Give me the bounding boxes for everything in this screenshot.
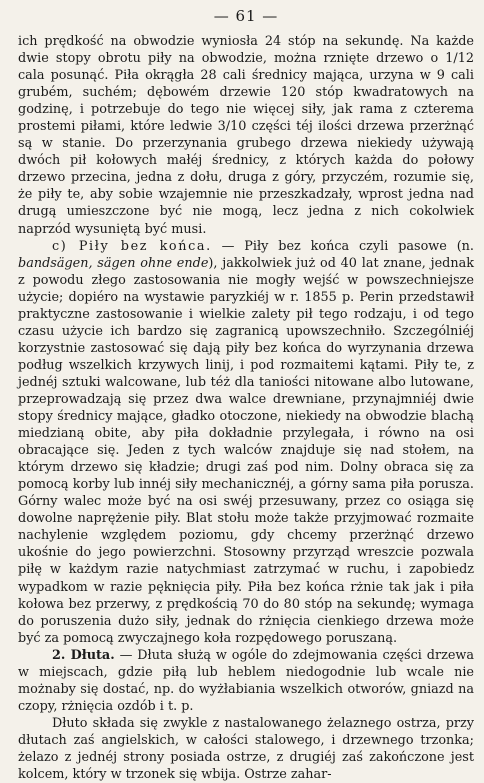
section-heading-chisels: 2. Dłuta. bbox=[52, 647, 115, 663]
paragraph-circular-saws: ich prędkość na obwodzie wyniosła 24 stóp na sekundę. Na każde dwie stopy obrotu piły na obwodzie, można rznięte drzewo o 1/12 cala posunąć. Piła okrągła 28 cali średnicy mająca, urzyna w 9 cali grubém, suchém; dębowém drzewie 120 stóp kwadratowych na godzinę, i potrzebuje do tego nie więcej siły, jak rama z czterema prostemi piłami, które ledwie 3/10 części téj ilości drzewa przerżnąć są w stanie. Do przerzynania grubego drzewa niekiedy używają dwóch pił kołowych małéj średnicy, z których każda do połowy drzewo przecina, jedna z dołu, druga z góry, przyczém, rozumie się, że piły te, aby sobie wzajemnie nie przeszkadzały, wprost jedna nad drugą umieszczone być nie mogą, lecz jedna z nich cokolwiek naprzód wysuniętą być musi. bbox=[18, 34, 474, 237]
page-number: — 61 — bbox=[213, 7, 279, 25]
paragraph-chisels bbox=[18, 647, 474, 715]
paragraph-text: — Dłuta służą w ogóle do zdejmowania części drzewa w miejscach, gdzie piłą lub heblem niedogodnie lub wcale nie możnaby się dostać, np. do wyżłabiania wszelkich otworów, gniazd na czopy, rżnięcia ozdób i t. p. bbox=[18, 647, 474, 714]
section-heading-band-saws: c) Piły bez końca. bbox=[52, 238, 212, 254]
body-text bbox=[18, 33, 474, 783]
paragraph-text: ), jakkolwiek już od 40 lat znane, jednak z powodu złego zastosowania nie mogły wejść w powszechniejsze użycie; dopiéro na wystawie paryzkiéj w r. 1855 p. Perin przedstawił praktyczne zastosowanie i wielkie zalety pił tego rodzaju, i od tego czasu użycie ich bardzo się zagranicą upowszechniło. Szczególniéj korzystnie zastosować się dają piły bez końca do wyrzynania drzewa podług wszelkich krzywych linij, i pod rozmaitemi kątami. Piły te, z jednéj sztuki walcowane, lub téż dla taniości nitowane albo lutowane, przeprowadzają się przez dwa walce drewniane, przynajmniéj dwie stopy średnicy mające, gładko otoczone, niekiedy na obwodzie blachą miedzianą obite, aby piła dokładnie przylegała, i równo na osi obracające się. Jeden z tych walców znajduje się nad stołem, na którym drzewo się kładzie; drugi zaś pod nim. Dolny obraca się za pomocą korby lub innéj siły mechanicznéj, a górny sama piła porusza. Górny walec może być na osi swéj przesuwany, przez co osiąga się dowolne naprężenie piły. Blat stołu może także przyjmować rozmaite nachylenie względem poziomu, gdy chcemy przerżnąć drzewo ukośnie do jego powierzchni. Stosowny przyrząd wreszcie pozwala piłę w każdym razie natychmiast zatrzymać w ruchu, i zapobiedz wypadkom w razie pęknięcia piły. Piła bez końca rżnie tak jak i piła kołowa bez przerwy, z prędkością 70 do 80 stóp na sekundę; wymaga do poruszenia dużo siły, jednak do rżnięcia cienkiego drzewa może być za pomocą zwyczajnego koła rozpędowego poruszaną. bbox=[18, 255, 474, 646]
paragraph-text: — Piły bez końca czyli pasowe (n. bbox=[211, 238, 474, 254]
paragraph-chisel-construction: Dłuto składa się zwykle z nastalowanego żelaznego ostrza, przy dłutach zaś angielskich, w całości stalowego, i drzewnego trzonka; żelazo z jednéj strony posiada ostrze, z drugiéj zaś zakończone jest kolcem, który w trzonek się wbija. Ostrze zahar- bbox=[18, 715, 474, 783]
paragraph-band-saws bbox=[18, 238, 474, 647]
german-term: bandsägen, sägen ohne ende bbox=[18, 255, 209, 271]
